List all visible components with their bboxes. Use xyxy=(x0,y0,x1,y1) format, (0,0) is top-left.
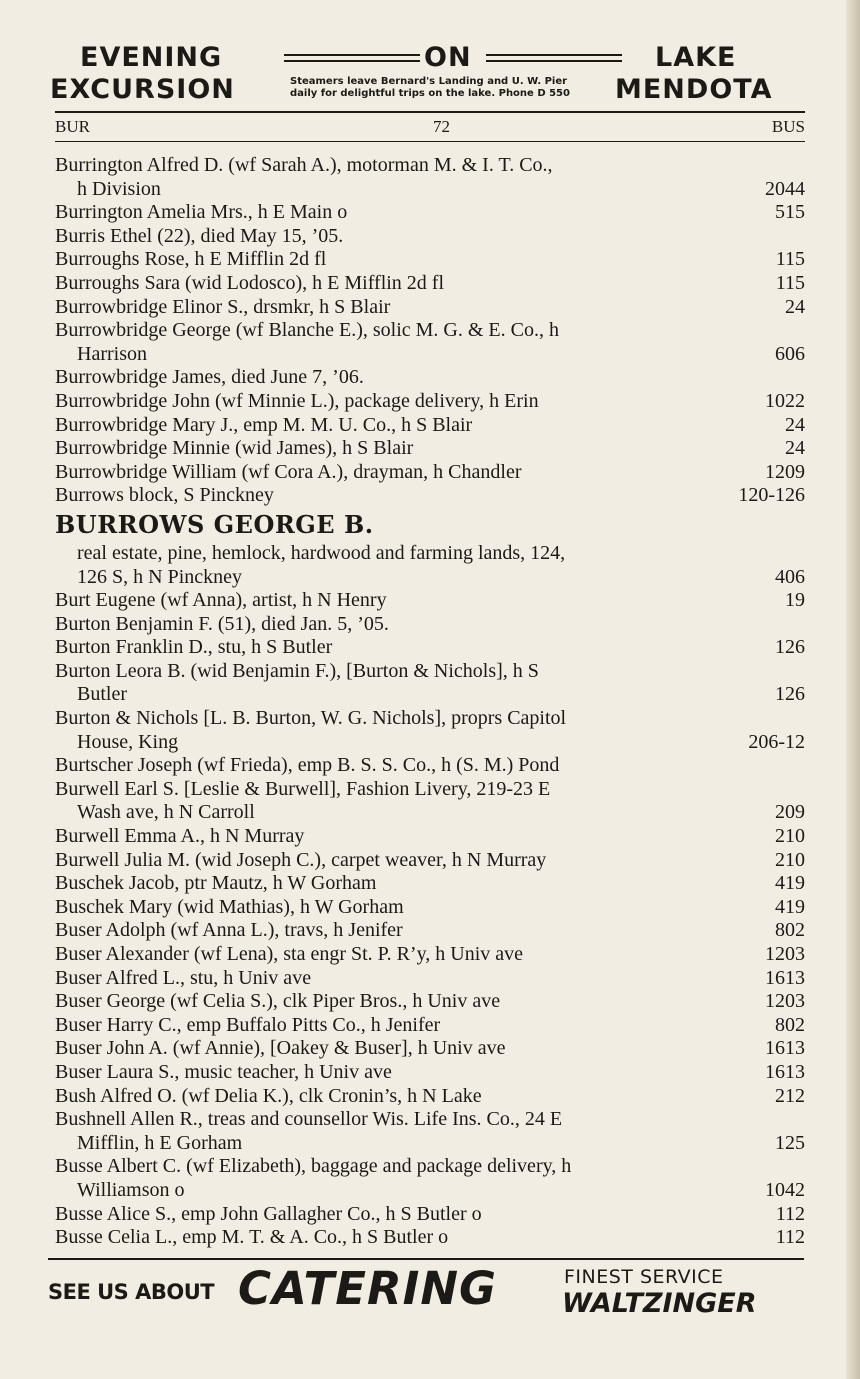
directory-entry xyxy=(55,201,805,225)
entry-line: Buser Laura S., music teacher, h Univ ave xyxy=(55,1060,392,1083)
house-number: 210 xyxy=(775,848,805,871)
entry-line: Buser Adolph (wf Anna L.), travs, h Jenifer xyxy=(55,919,403,942)
header-advertisement xyxy=(50,44,810,106)
ad-see-us: SEE US ABOUT xyxy=(48,1280,215,1304)
house-number: 19 xyxy=(785,589,805,612)
house-number: 1203 xyxy=(765,990,805,1013)
entry-line: Burrowbridge James, died June 7, ’06. xyxy=(55,366,364,389)
entry-line: Busse Albert C. (wf Elizabeth), baggage and package delivery, h xyxy=(55,1155,572,1178)
directory-entry xyxy=(55,825,805,849)
directory-entry xyxy=(55,613,805,637)
entry-line: Williamson o xyxy=(77,1178,185,1201)
ad-lake: LAKE xyxy=(655,42,737,73)
entry-line: Burrowbridge William (wf Cora A.), drayman, h Chandler xyxy=(55,460,522,483)
ad-catering: CATERING xyxy=(238,1262,497,1315)
directory-entry xyxy=(55,660,805,707)
entry-line: Buser Alfred L., stu, h Univ ave xyxy=(55,966,312,989)
directory-entry xyxy=(55,990,805,1014)
directory-entry xyxy=(55,919,805,943)
entry-line: Burrowbridge Mary J., emp M. M. U. Co., h S Blair xyxy=(55,413,473,436)
entry-line: Burrington Alfred D. (wf Sarah A.), motorman M. & I. T. Co., xyxy=(55,154,553,176)
house-number: 1613 xyxy=(765,1060,805,1083)
directory-entry xyxy=(55,1037,805,1061)
directory-entry xyxy=(55,896,805,920)
entry-line: Burrowbridge George (wf Blanche E.), solic M. G. & E. Co., h xyxy=(55,319,559,342)
directory-entry xyxy=(55,967,805,991)
entry-line: Wash ave, h N Carroll xyxy=(77,801,255,824)
directory-entry xyxy=(55,296,805,320)
page-edge xyxy=(846,0,860,1379)
house-number: 802 xyxy=(775,919,805,942)
footer-rule xyxy=(48,1258,804,1260)
house-number: 419 xyxy=(775,872,805,895)
directory-entries xyxy=(55,154,805,1250)
entry-line: h Division xyxy=(77,177,161,200)
entry-line: Buser Harry C., emp Buffalo Pitts Co., h Jenifer xyxy=(55,1013,441,1036)
featured-entry xyxy=(55,508,805,589)
entry-line: Burris Ethel (22), died May 15, ’05. xyxy=(55,224,344,247)
directory-entry xyxy=(55,437,805,461)
house-number: 1042 xyxy=(765,1178,805,1201)
running-head xyxy=(55,116,805,138)
directory-entry xyxy=(55,1085,805,1109)
entry-line: Buser John A. (wf Annie), [Oakey & Buser], h Univ ave xyxy=(55,1037,506,1060)
ad-rule xyxy=(486,54,622,56)
directory-entry xyxy=(55,754,805,778)
directory-entry xyxy=(55,849,805,873)
entry-line: Burton & Nichols [L. B. Burton, W. G. Nichols], proprs Capitol xyxy=(55,707,567,730)
running-head-rule xyxy=(55,141,805,142)
entry-line: Burton Benjamin F. (51), died Jan. 5, ’05. xyxy=(55,612,389,635)
house-number: 209 xyxy=(775,801,805,824)
directory-entry xyxy=(55,1061,805,1085)
house-number: 2044 xyxy=(765,177,805,200)
entry-line: Burrowbridge Elinor S., drsmkr, h S Blair xyxy=(55,295,391,318)
house-number: 1209 xyxy=(765,460,805,483)
ad-finest-service: FINEST SERVICE xyxy=(564,1266,724,1288)
house-number: 126 xyxy=(775,683,805,706)
entry-line: Buser George (wf Celia S.), clk Piper Bros., h Univ ave xyxy=(55,990,501,1013)
directory-entry xyxy=(55,1014,805,1038)
directory-entry xyxy=(55,414,805,438)
entry-line: Burrows block, S Pinckney xyxy=(55,484,274,507)
ad-rule xyxy=(284,54,420,56)
entry-line: Burwell Julia M. (wid Joseph C.), carpet weaver, h N Murray xyxy=(55,848,547,871)
entry-line: Burrowbridge Minnie (wid James), h S Blair xyxy=(55,437,414,460)
entry-line: Burwell Earl S. [Leslie & Burwell], Fashion Livery, 219-23 E xyxy=(55,777,551,800)
entry-line: Burroughs Rose, h E Mifflin 2d fl xyxy=(55,248,327,271)
entry-line: 126 S, h N Pinckney xyxy=(77,565,242,588)
running-head-left: BUR xyxy=(55,117,90,136)
entry-line: Bush Alfred O. (wf Delia K.), clk Cronin’s, h N Lake xyxy=(55,1084,482,1107)
directory-entry xyxy=(55,1108,805,1155)
entry-line: Burrowbridge John (wf Minnie L.), package delivery, h Erin xyxy=(55,389,539,412)
page-number: 72 xyxy=(433,117,450,136)
house-number: 120-126 xyxy=(738,484,805,507)
house-number: 206-12 xyxy=(748,730,805,753)
house-number: 1613 xyxy=(765,966,805,989)
directory-entry xyxy=(55,319,805,366)
directory-entry xyxy=(55,1226,805,1250)
directory-entry xyxy=(55,484,805,508)
house-number: 115 xyxy=(775,271,805,294)
entry-line: Busse Celia L., emp M. T. & A. Co., h S Butler o xyxy=(55,1226,449,1249)
ad-mendota: MENDOTA xyxy=(615,74,773,105)
ad-rule xyxy=(486,60,622,62)
directory-entry xyxy=(55,1203,805,1227)
directory-entry xyxy=(55,707,805,754)
house-number: 1613 xyxy=(765,1037,805,1060)
entry-line: Burwell Emma A., h N Murray xyxy=(55,825,305,848)
entry-line: Burroughs Sara (wid Lodosco), h E Mifflin 2d fl xyxy=(55,271,445,294)
house-number: 126 xyxy=(775,636,805,659)
entry-heading: BURROWS GEORGE B. xyxy=(55,509,374,539)
entry-line: Buschek Jacob, ptr Mautz, h W Gorham xyxy=(55,872,377,895)
entry-line: Burton Leora B. (wid Benjamin F.), [Burton & Nichols], h S xyxy=(55,659,539,682)
house-number: 515 xyxy=(775,201,805,224)
directory-entry xyxy=(55,943,805,967)
entry-line: Buser Alexander (wf Lena), sta engr St. P. R’y, h Univ ave xyxy=(55,943,524,965)
house-number: 125 xyxy=(775,1131,805,1154)
directory-entry xyxy=(55,154,805,201)
entry-line: Burt Eugene (wf Anna), artist, h N Henry xyxy=(55,589,387,612)
entry-line: Burtscher Joseph (wf Frieda), emp B. S. S. Co., h (S. M.) Pond xyxy=(55,754,560,777)
ad-evening: EVENING xyxy=(80,42,223,73)
house-number: 115 xyxy=(775,248,805,271)
house-number: 24 xyxy=(785,295,805,318)
house-number: 212 xyxy=(775,1084,805,1107)
house-number: 1022 xyxy=(765,389,805,412)
ad-waltzinger: WALTZINGER xyxy=(562,1288,757,1319)
entry-line: Burrington Amelia Mrs., h E Main o xyxy=(55,201,348,224)
directory-entry xyxy=(55,636,805,660)
entry-line: Harrison xyxy=(77,342,147,365)
directory-entry xyxy=(55,872,805,896)
house-number: 210 xyxy=(775,825,805,848)
house-number: 24 xyxy=(785,413,805,436)
house-number: 606 xyxy=(775,342,805,365)
entry-line: Busse Alice S., emp John Gallagher Co., h S Butler o xyxy=(55,1202,482,1225)
directory-entry xyxy=(55,589,805,613)
entry-line: House, King xyxy=(77,730,179,753)
house-number: 24 xyxy=(785,437,805,460)
running-head-right: BUS xyxy=(771,117,805,136)
ad-excursion: EXCURSION xyxy=(50,74,235,105)
entry-line: Bushnell Allen R., treas and counsellor Wis. Life Ins. Co., 24 E xyxy=(55,1108,563,1131)
directory-entry xyxy=(55,461,805,485)
house-number: 419 xyxy=(775,895,805,918)
directory-entry xyxy=(55,225,805,249)
directory-entry xyxy=(55,1155,805,1202)
header-rule xyxy=(55,111,805,113)
house-number: 802 xyxy=(775,1013,805,1036)
house-number: 1203 xyxy=(765,943,805,965)
footer-advertisement xyxy=(48,1262,804,1322)
house-number: 112 xyxy=(775,1202,805,1225)
house-number: 406 xyxy=(775,565,805,588)
entry-line: Burton Franklin D., stu, h S Butler xyxy=(55,636,333,659)
entry-line: real estate, pine, hemlock, hardwood and farming lands, 124, xyxy=(77,541,566,564)
directory-entry xyxy=(55,390,805,414)
ad-steamer-info: Steamers leave Bernard's Landing and U. W. Pier daily for delightful trips on the lake. Phone D 550 xyxy=(290,76,570,99)
entry-line: Mifflin, h E Gorham xyxy=(77,1131,243,1154)
directory-entry xyxy=(55,248,805,272)
ad-rule xyxy=(284,60,420,62)
directory-entry xyxy=(55,272,805,296)
directory-entry xyxy=(55,366,805,390)
house-number: 112 xyxy=(775,1226,805,1249)
ad-on: ON xyxy=(424,42,472,73)
directory-entry xyxy=(55,778,805,825)
entry-line: Butler xyxy=(77,683,127,706)
entry-line: Buschek Mary (wid Mathias), h W Gorham xyxy=(55,895,404,918)
